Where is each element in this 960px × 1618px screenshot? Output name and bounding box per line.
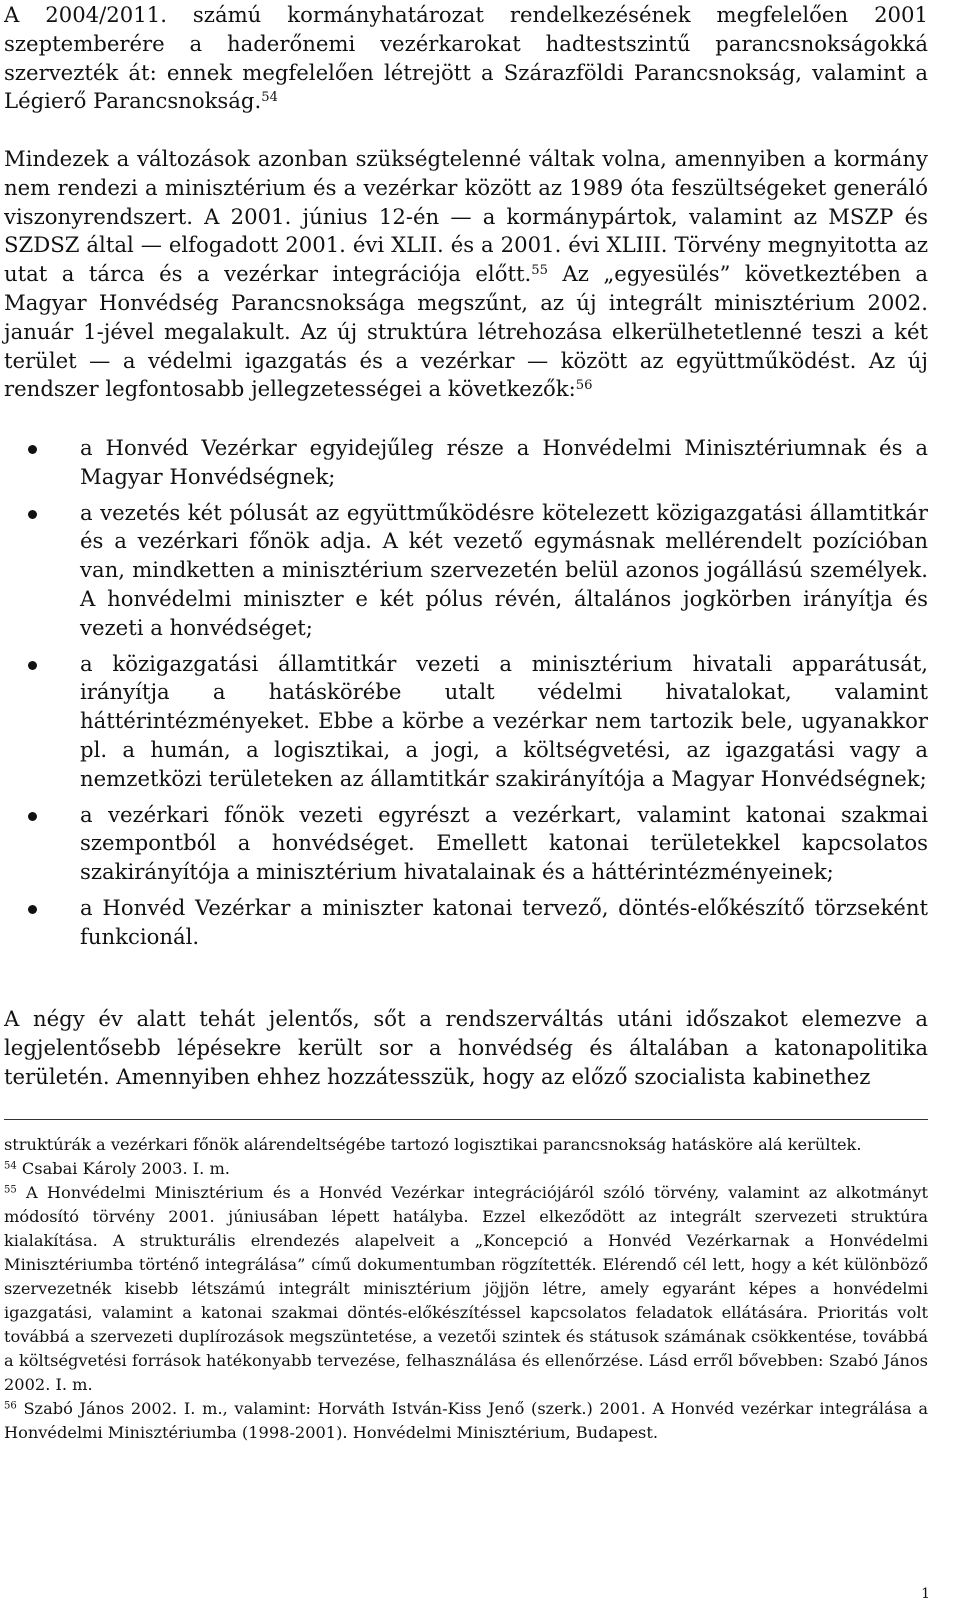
list-item <box>4 499 928 643</box>
footnote-56-text: Szabó János 2002. I. m., valamint: Horváth István-Kiss Jenő (szerk.) 2001. A Honvéd vezérkar integrálása a Honvédelmi Minisztériumba (1998-2001). Honvédelmi Minisztérium, Budapest. <box>4 1399 928 1442</box>
bullet-icon <box>28 905 37 914</box>
paragraph-2-text-b: Az „egyesülés” következtében a Magyar Honvédség Parancsnoksága megszűnt, az új integrált minisztérium 2002. január 1-jével megalakult. Az új struktúra létrehozása elkerülhetetlenné teszi a két terület — a védelmi igazgatás és a vezérkar — között az együttműködést. Az új rendszer legfontosabb jellegzetességei a következők: <box>4 261 928 402</box>
list-item <box>4 650 928 794</box>
footnote-number-54: 54 <box>4 1160 17 1172</box>
paragraph-1-text: A 2004/2011. számú kormányhatározat rendelkezésének megfelelően 2001 szeptemberére a haderőnemi vezérkarokat hadtestszintű parancsnokságokká szervezték át: ennek megfelelően létrejött a Szárazföldi Parancsnokság, valamint a Légierő Parancsnokság. <box>4 2 928 114</box>
page-number: 1 <box>921 1586 930 1602</box>
footnote-55 <box>4 1181 928 1397</box>
bullet-icon <box>28 812 37 821</box>
footnote-continuation: struktúrák a vezérkari főnök alárendeltségébe tartozó logisztikai parancsnokság hatásköre alá kerültek. <box>4 1135 862 1154</box>
paragraph-2 <box>4 145 928 404</box>
paragraph-1 <box>4 1 928 116</box>
footnote-number-56: 56 <box>4 1400 17 1412</box>
list-item-text: a vezérkari főnök vezeti egyrészt a vezérkart, valamint katonai szakmai szempontból a honvédséget. Emellett katonai területekkel kapcsolatos szakirányítója a minisztérium hivatalainak és a háttérintézményeinek; <box>80 801 928 885</box>
list-item <box>4 801 928 887</box>
footnote-56 <box>4 1397 928 1445</box>
list-item <box>4 434 928 492</box>
footnote-ref-54[interactable]: 54 <box>261 90 278 106</box>
list-item-text: a vezetés két pólusát az együttműködésre kötelezett közigazgatási államtitkár és a vezérkari főnök adja. A két vezető egymásnak mellérendelt pozícióban van, mindketten a minisztérium szervezetén belül azonos jogállású személyek. A honvédelmi miniszter e két pólus révén, általános jogkörben irányítja és vezeti a honvédséget; <box>80 499 928 640</box>
footnotes <box>4 1133 928 1445</box>
list-item-text: a Honvéd Vezérkar a miniszter katonai tervező, döntés-előkészítő törzseként funkcionál. <box>80 894 928 949</box>
bullet-list <box>4 434 928 959</box>
footnote-ref-56[interactable]: 56 <box>575 378 593 394</box>
list-item-text: a közigazgatási államtitkár vezeti a minisztérium hivatali apparátusát, irányítja a hatáskörébe utalt védelmi hivatalokat, valamint háttérintézményeket. Ebbe a körbe a vezérkar nem tartozik bele, ugyanakkor pl. a humán, a logisztikai, a jogi, a költségvetési, az igazgatási vagy a nemzetközi területeken az államtitkár szakirányítója a Magyar Honvédségnek; <box>80 650 928 791</box>
bullet-icon <box>28 445 37 454</box>
footnote-number-55: 55 <box>4 1184 17 1196</box>
bullet-icon <box>28 661 37 670</box>
list-item <box>4 894 928 952</box>
footnote-separator <box>4 1119 928 1120</box>
list-item-text: a Honvéd Vezérkar egyidejűleg része a Honvédelmi Minisztériumnak és a Magyar Honvédségnek; <box>80 435 928 489</box>
footnote-54-text: Csabai Károly 2003. I. m. <box>16 1159 230 1178</box>
paragraph-2-text-a: Mindezek a változások azonban szükségtelenné váltak volna, amennyiben a kormány nem rendezi a minisztérium és a vezérkar között az 1989 óta feszültségeket generáló viszonyrendszert. A 2001. június 12-én — a kormánypártok, valamint az MSZP és SZDSZ által — elfogadott 2001. évi XLII. és a 2001. évi XLIII. Törvény megnyitotta az utat a tárca és a vezérkar integrációja előtt. <box>4 146 928 287</box>
bullet-icon <box>28 510 37 519</box>
footnote-55-text: A Honvédelmi Minisztérium és a Honvéd Vezérkar integrációjáról szóló törvény, valamint az alkotmányt módosító törvény 2001. júniusában lépett hatályba. Ezzel elkeződött az integrált szervezeti struktúra kialakítása. A strukturális elrendezés alapelveit a „Koncepció a Honvéd Vezérkarnak a Honvédelmi Minisztériumba történő integrálása” című dokumentumban rögzítették. Elérendő cél lett, hogy a két különböző szervezetnék kisebb létszámú integrált minisztérium jöjjön létre, amely egyaránt képes a honvédelmi igazgatási, valamint a katonai szakmai döntés-előkészítéssel kapcsolatos feladatok ellátására. Prioritás volt továbbá a szervezeti duplírozások megszüntetése, a vezetői szintek és státusok számának csökkentése, továbbá a költségvetési források hatékonyabb tervezése, felhasználása és ellenőrzése. Lásd erről bővebben: Szabó János 2002. I. m. <box>4 1183 928 1394</box>
footnote-ref-55[interactable]: 55 <box>531 262 548 278</box>
footnote-54 <box>4 1157 928 1181</box>
paragraph-3: A négy év alatt tehát jelentős, sőt a rendszerváltás utáni időszakot elemezve a legjelentősebb lépésekre került sor a honvédség és általában a katonapolitika területén. Amennyiben ehhez hozzátesszük, hogy az előző szocialista kabinethez <box>4 1006 928 1089</box>
